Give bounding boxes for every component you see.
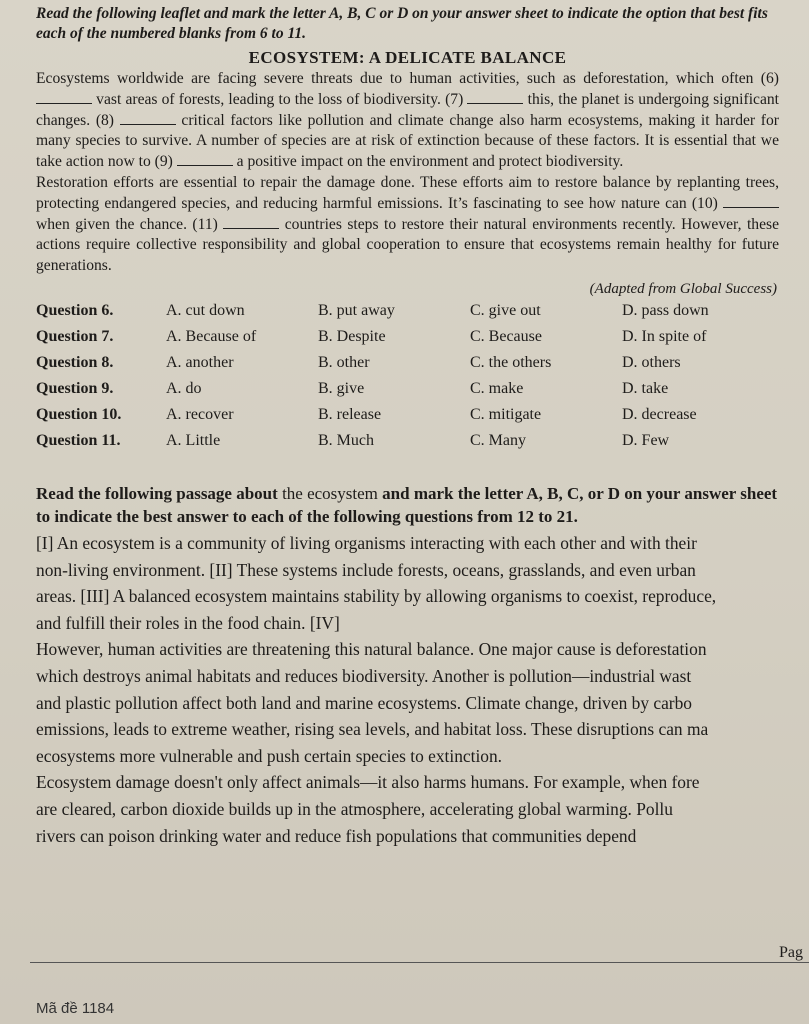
option-c: C. make <box>470 379 524 397</box>
question-row <box>36 352 779 378</box>
blank-8 <box>120 112 176 125</box>
p1-text-3: this, the planet is undergoing significant changes. (8) <box>36 90 779 129</box>
option-a: A. Little <box>166 431 221 449</box>
passage-line: which destroys animal habitats and reduces biodiversity. Another is pollution—industrial wast <box>36 665 692 686</box>
option-b: B. put away <box>318 301 395 319</box>
option-d: D. pass down <box>622 301 709 319</box>
exam-code: Mã đề 1184 <box>36 1000 115 1017</box>
reading-passage <box>36 530 809 849</box>
question-table <box>36 300 779 456</box>
passage-line: and fulfill their roles in the food chain. [IV] <box>36 612 340 633</box>
passage-line: areas. [III] A balanced ecosystem maintains stability by allowing organisms to coexist, reproduce, <box>36 586 717 607</box>
option-d: D. decrease <box>622 405 697 423</box>
question-label: Question 7. <box>36 327 114 345</box>
leaflet-passage <box>36 69 779 277</box>
p1-text-4: critical factors like pollution and climate change also harm ecosystems, making it harder for many species to survive. A number of species are at risk of extinction because of these factors. It is essential that we take action now to (9) <box>36 111 779 171</box>
blank-6 <box>36 91 92 104</box>
passage-line: and plastic pollution affect both land and marine ecosystems. Climate change, driven by carbo <box>36 692 692 713</box>
blank-7 <box>467 91 523 104</box>
source-citation: (Adapted from Global Success) <box>589 280 777 297</box>
leaflet-paragraph-2 <box>36 173 779 277</box>
question-label: Question 6. <box>36 301 114 319</box>
passage-line: are cleared, carbon dioxide builds up in the atmosphere, accelerating global warming. Pollu <box>36 798 673 819</box>
option-d: D. take <box>622 379 669 397</box>
option-d: D. Few <box>622 431 670 449</box>
question-row <box>36 326 779 352</box>
option-d: D. In spite of <box>622 327 707 345</box>
option-d: D. others <box>622 353 681 371</box>
p1-text-1: Ecosystems worldwide are facing severe threats due to human activities, such as deforestation, which often (6) <box>36 70 779 87</box>
option-b: B. other <box>318 353 370 371</box>
passage-line: ecosystems more vulnerable and push certain species to extinction. <box>36 745 503 766</box>
option-a: A. another <box>166 353 234 371</box>
option-c: C. give out <box>470 301 541 319</box>
option-a: A. Because of <box>166 327 257 345</box>
option-c: C. the others <box>470 353 552 371</box>
option-b: B. release <box>318 405 382 423</box>
question-row <box>36 430 779 456</box>
instruction-bold-1: Read the following passage about <box>36 483 278 503</box>
blank-10 <box>723 195 779 208</box>
option-a: A. recover <box>166 405 234 423</box>
p2-text-1: Restoration efforts are essential to repair the damage done. These efforts aim to restore balance by replanting trees, protecting endangered species, and reducing harmful emissions. It’s fascinating to see how nature can (10) <box>36 173 779 212</box>
option-c: C. Many <box>470 431 526 449</box>
section-gap <box>0 456 809 482</box>
page-number-label: Pag <box>779 944 803 961</box>
p1-text-2: vast areas of forests, leading to the loss of biodiversity. (7) <box>96 90 464 108</box>
leaflet-title: ECOSYSTEM: A DELICATE BALANCE <box>248 48 567 67</box>
passage-line: [I] An ecosystem is a community of living organisms interacting with each other and with their <box>36 532 697 553</box>
p2-text-2: when given the chance. (11) <box>36 215 218 233</box>
question-row <box>36 300 779 326</box>
blank-11 <box>223 216 279 229</box>
option-c: C. mitigate <box>470 405 542 423</box>
p2-text-3: countries steps to restore their natural environments recently. However, these actions require collective responsibility and global cooperation to ensure that ecosystems remain healthy for future generations. <box>36 215 779 275</box>
footer-divider <box>30 962 809 963</box>
passage-line: However, human activities are threatening this natural balance. One major cause is deforestation <box>36 639 707 660</box>
question-row <box>36 378 779 404</box>
instruction-bold-2: and mark the letter A, B, C, or D on your answer sheet to indicate the best answer to each of the following questions from 12 to 21. <box>36 483 778 526</box>
passage-line: emissions, leads to extreme weather, rising sea levels, and habitat loss. These disruptions can ma <box>36 719 709 740</box>
section-passage <box>0 482 809 849</box>
question-label: Question 11. <box>36 431 121 449</box>
section-leaflet <box>0 4 809 456</box>
option-a: A. cut down <box>166 301 245 319</box>
question-label: Question 9. <box>36 379 114 397</box>
question-label: Question 10. <box>36 405 122 423</box>
p1-text-5: a positive impact on the environment and protect biodiversity. <box>236 153 624 171</box>
option-b: B. Much <box>318 431 374 449</box>
blank-9 <box>177 153 233 166</box>
passage-line: Ecosystem damage doesn't only affect animals—it also harms humans. For example, when fore <box>36 772 700 793</box>
option-b: B. Despite <box>318 327 386 345</box>
leaflet-paragraph-1 <box>36 69 779 173</box>
option-c: C. Because <box>470 327 542 345</box>
section2-instruction <box>36 482 809 528</box>
option-b: B. give <box>318 379 365 397</box>
passage-line: rivers can poison drinking water and reduce fish populations that communities depend <box>36 825 637 846</box>
question-label: Question 8. <box>36 353 114 371</box>
option-a: A. do <box>166 379 202 397</box>
question-row <box>36 404 779 430</box>
instruction-topic: the ecosystem <box>282 483 378 503</box>
passage-line: non-living environment. [II] These systems include forests, oceans, grasslands, and even urban <box>36 559 696 580</box>
section1-instruction: Read the following leaflet and mark the letter A, B, C or D on your answer sheet to indicate the option that best fits each of the numbered blanks from 6 to 11. <box>36 5 768 42</box>
